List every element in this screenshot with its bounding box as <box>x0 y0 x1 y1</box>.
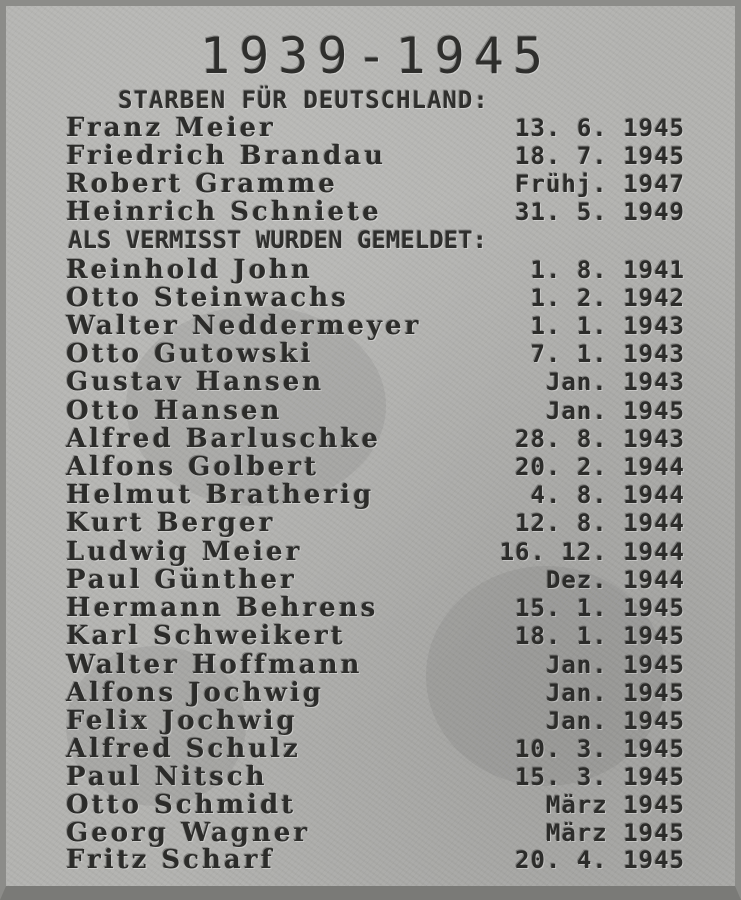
person-date: 20. 4. 1945 <box>515 846 685 874</box>
person-date: 1. 1. 1943 <box>530 312 685 340</box>
person-name: Hermann Behrens <box>66 593 379 623</box>
person-date: 28. 8. 1943 <box>515 425 685 453</box>
person-name: Karl Schweikert <box>66 621 346 651</box>
missing-row <box>6 707 741 735</box>
person-date: Jan. 1945 <box>545 679 685 707</box>
missing-row <box>6 791 741 819</box>
person-name: Reinhold John <box>66 255 313 285</box>
person-date: 13. 6. 1945 <box>515 114 685 142</box>
person-date: 20. 2. 1944 <box>515 453 685 481</box>
plaque-years: 1939-1945 <box>200 27 552 85</box>
missing-row <box>6 509 741 537</box>
person-name: Friedrich Brandau <box>66 141 387 171</box>
person-date: Jan. 1945 <box>545 651 685 679</box>
person-date: 15. 3. 1945 <box>515 763 685 791</box>
missing-row <box>6 397 741 425</box>
died-row <box>6 114 741 142</box>
person-date: 1. 8. 1941 <box>530 256 685 284</box>
person-date: 4. 8. 1944 <box>530 481 685 509</box>
missing-row <box>6 425 741 453</box>
person-name: Ludwig Meier <box>66 537 303 567</box>
person-name: Alfons Jochwig <box>66 678 324 708</box>
missing-row <box>6 312 741 340</box>
person-date: 7. 1. 1943 <box>530 340 685 368</box>
person-name: Helmut Bratherig <box>66 480 375 510</box>
person-name: Fritz Scharf <box>66 845 275 875</box>
person-name: Alfred Schulz <box>66 734 301 764</box>
person-name: Franz Meier <box>66 113 276 143</box>
missing-row <box>6 256 741 284</box>
person-date: März 1945 <box>545 791 685 819</box>
person-date: 1. 2. 1942 <box>530 284 685 312</box>
missing-row <box>6 651 741 679</box>
person-name: Heinrich Schniete <box>66 197 382 227</box>
person-date: 10. 3. 1945 <box>515 735 685 763</box>
person-name: Otto Gutowski <box>66 339 314 369</box>
person-name: Paul Günther <box>66 565 297 595</box>
person-name: Robert Gramme <box>66 169 338 199</box>
person-name: Otto Steinwachs <box>66 283 349 313</box>
person-date: 18. 1. 1945 <box>515 622 685 650</box>
missing-row <box>6 679 741 707</box>
missing-row <box>6 453 741 481</box>
missing-row <box>6 819 741 847</box>
person-name: Georg Wagner <box>66 818 311 848</box>
person-date: Jan. 1945 <box>545 397 685 425</box>
heading-missing: ALS VERMISST WURDEN GEMELDET: <box>68 226 488 254</box>
person-name: Alfred Barluschke <box>66 424 381 454</box>
missing-row <box>6 735 741 763</box>
person-name: Walter Hoffmann <box>66 650 363 680</box>
person-date: 31. 5. 1949 <box>515 198 685 226</box>
person-name: Gustav Hansen <box>66 367 325 397</box>
person-name: Felix Jochwig <box>66 706 298 736</box>
missing-row <box>6 340 741 368</box>
person-date: 12. 8. 1944 <box>515 509 685 537</box>
person-name: Otto Schmidt <box>66 790 297 820</box>
missing-row <box>6 846 741 874</box>
missing-row <box>6 763 741 791</box>
missing-row <box>6 368 741 396</box>
missing-row <box>6 481 741 509</box>
person-name: Otto Hansen <box>66 396 283 426</box>
person-date: Frühj. 1947 <box>515 170 685 198</box>
person-date: 15. 1. 1945 <box>515 594 685 622</box>
died-row <box>6 198 741 226</box>
person-date: Jan. 1945 <box>545 707 685 735</box>
person-date: Jan. 1943 <box>545 368 685 396</box>
person-date: 16. 12. 1944 <box>499 538 685 566</box>
died-row <box>6 170 741 198</box>
missing-row <box>6 622 741 650</box>
died-row <box>6 142 741 170</box>
person-date: 18. 7. 1945 <box>515 142 685 170</box>
heading-died: STARBEN FÜR DEUTSCHLAND: <box>118 86 489 114</box>
missing-row <box>6 284 741 312</box>
missing-row <box>6 566 741 594</box>
person-name: Walter Neddermeyer <box>66 311 422 341</box>
missing-row <box>6 538 741 566</box>
person-date: März 1945 <box>545 819 685 847</box>
person-date: Dez. 1944 <box>545 566 685 594</box>
missing-row <box>6 594 741 622</box>
person-name: Kurt Berger <box>66 508 276 538</box>
person-name: Alfons Golbert <box>66 452 320 482</box>
person-name: Paul Nitsch <box>66 762 268 792</box>
